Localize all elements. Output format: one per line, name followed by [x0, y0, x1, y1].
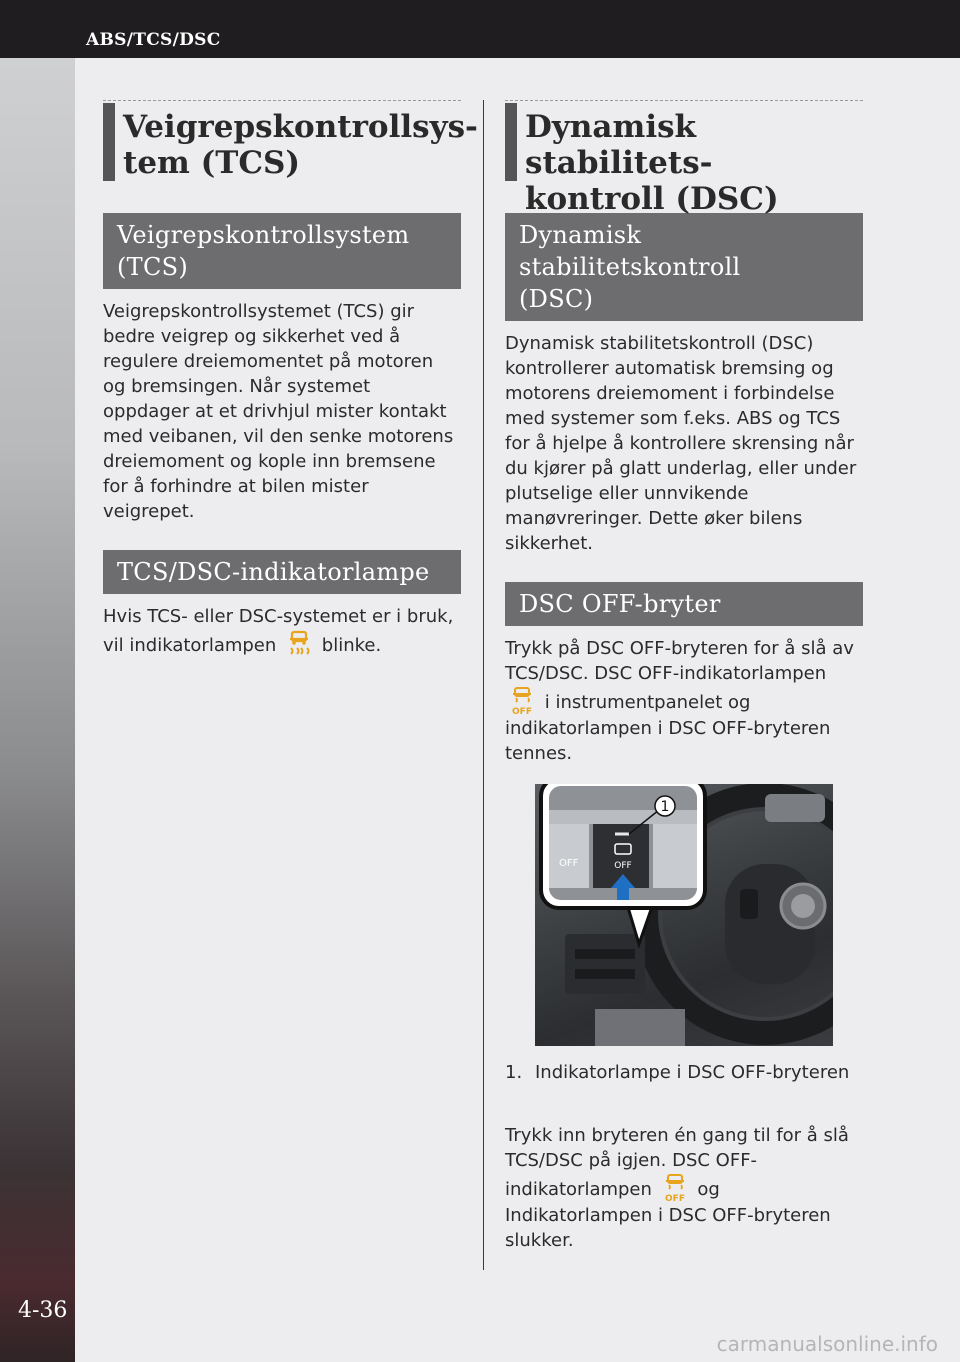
watermark: carmanualsonline.info [716, 1332, 938, 1356]
dsc-off-text-after: i instrumentpanelet og indikatorlampen i DSC OFF-bryteren tennes. [505, 692, 831, 764]
dsc-subheading-line1: Dynamisk stabilitetskontroll [519, 221, 741, 281]
section-title: ABS/TCS/DSC [86, 30, 221, 50]
svg-text:OFF: OFF [512, 707, 532, 716]
photo-caption [505, 1060, 863, 1085]
tcs-subheading-line2: (TCS) [117, 253, 189, 281]
svg-text:OFF: OFF [664, 1194, 685, 1203]
side-strip [0, 58, 75, 1362]
tcs-description: Veigrepskontrollsystemet (TCS) gir bedre veigrep og sikkerhet ved å regulere dreiemomentet på motoren og bremsingen. Når systemet oppdager at et drivhjul mister kontakt med veibanen, vil den senke motorens dreiemoment og kople inn bremsene for å forhindre at bilen mister veigrepet. [103, 301, 454, 522]
right-column [505, 100, 863, 1253]
tcs-dsc-indicator-icon [286, 629, 312, 659]
tcs-heading [103, 100, 478, 181]
indicator-text-before: Hvis TCS- eller DSC-systemet er i bruk, vil indikatorlampen [103, 606, 454, 656]
dsc-off-subheading: DSC OFF-bryter [505, 582, 863, 626]
dsc-on-text-before: Trykk inn bryteren én gang til for å slå TCS/DSC på igjen. DSC OFF-indikatorlampen [505, 1125, 849, 1200]
tcs-heading-line1: Veigrepskontrollsys- [123, 109, 478, 145]
top-bar [0, 0, 960, 58]
tcs-subheading-line1: Veigrepskontrollsystem [117, 221, 410, 249]
dsc-subheading [505, 213, 863, 321]
svg-text:OFF: OFF [614, 861, 632, 871]
page-number: 4-36 [18, 1298, 68, 1323]
dsc-off-indicator-icon [662, 1173, 688, 1203]
caption-text: Indikatorlampe i DSC OFF-bryteren [535, 1062, 850, 1083]
dsc-heading-line2: kontroll (DSC) [525, 181, 779, 217]
column-divider [483, 100, 484, 1270]
dsc-off-indicator-icon [509, 686, 535, 716]
dsc-on-text-after: og Indikatorlampen i DSC OFF-bryteren slukker. [505, 1179, 831, 1251]
dsc-heading-line1: Dynamisk stabilitets- [525, 109, 713, 181]
caption-number: 1. [505, 1062, 523, 1083]
tcs-subheading [103, 213, 461, 289]
indicator-description [103, 604, 461, 659]
indicator-subheading: TCS/DSC-indikatorlampe [103, 550, 461, 594]
dsc-off-text-before: Trykk på DSC OFF-bryteren for å slå av TCS/DSC. DSC OFF-indikatorlampen [505, 638, 854, 684]
tcs-heading-line2: tem (TCS) [123, 145, 301, 181]
dsc-on-description [505, 1123, 863, 1253]
dsc-description: Dynamisk stabilitetskontroll (DSC) kontrollerer automatisk bremsing og motorens dreiemoment i forbindelse med systemer som f.eks. ABS og TCS for å hjelpe å kontrollere skrensing når du kjører på glatt underlag, eller under plutselige eller unnvikende manøvreringer. Dette øker bilens sikkerhet. [505, 333, 857, 554]
svg-text:OFF: OFF [559, 858, 579, 869]
svg-text:1: 1 [660, 799, 670, 815]
dsc-off-switch-photo [535, 784, 833, 1046]
dsc-subheading-line2: (DSC) [519, 285, 594, 313]
indicator-text-after: blinke. [321, 635, 382, 656]
dsc-off-description [505, 636, 863, 766]
dsc-heading [505, 100, 863, 217]
left-column [103, 100, 478, 659]
